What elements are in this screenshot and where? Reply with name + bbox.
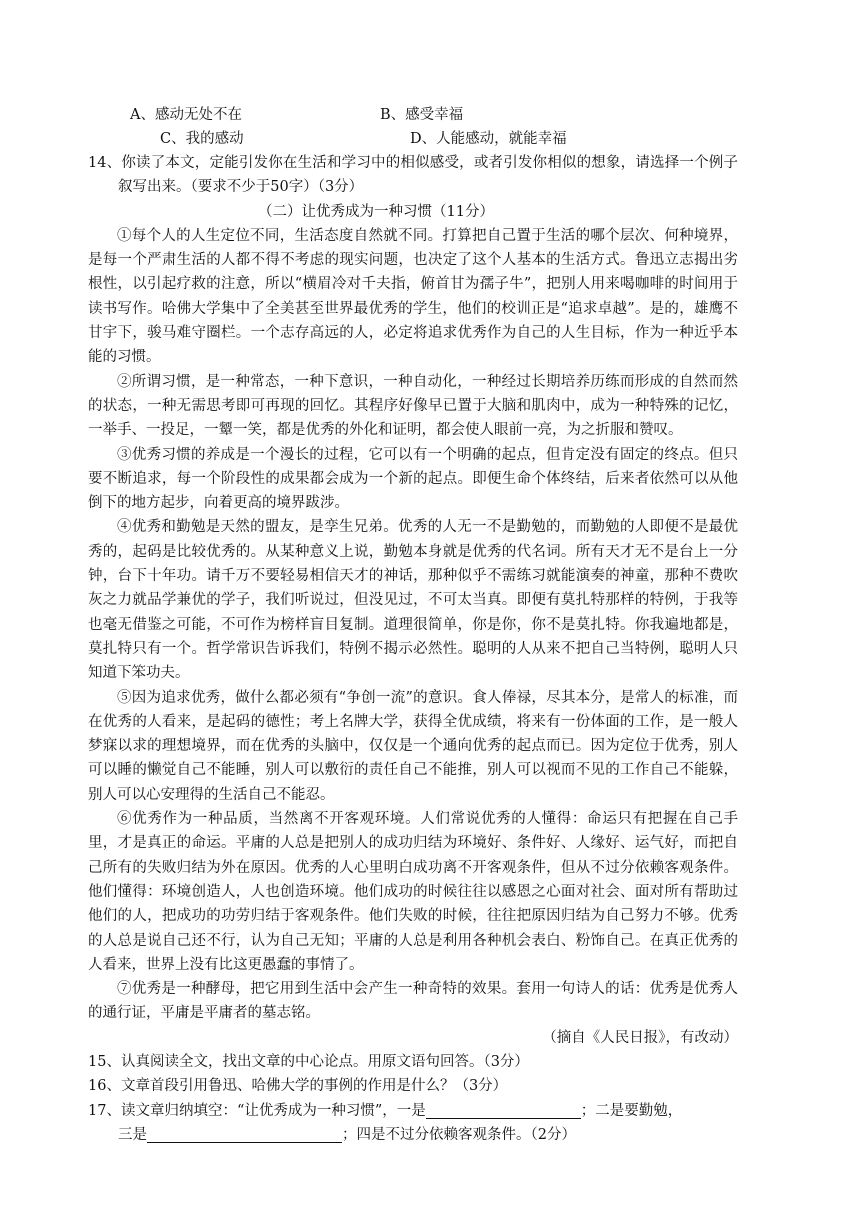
question-14: 14、你读了本文，定能引发你在生活和学习中的相似感受，或者引发你相似的想象，请选择一个例子叙写出来。（要求不少于50字）（3分）: [88, 155, 738, 196]
option-a: A、感动无处不在: [130, 107, 242, 123]
question-17-line2: [88, 1123, 738, 1147]
paragraph-3: ③优秀习惯的养成是一个漫长的过程，它可以有一个明确的起点，但肯定没有固定的终点。但只要不断追求，每一个阶段性的成果都会成为一个新的起点。即便生命个体终结，后来者依然可以从他倒下的地方起步，向着更高的境界跋涉。: [88, 446, 738, 512]
source-citation: （摘自《人民日报》，有改动）: [542, 1029, 738, 1046]
paragraph-6: ⑥优秀作为一种品质，当然离不开客观环境。人们常说优秀的人懂得：命运只有把握在自己手里，才是真正的命运。平庸的人总是把别人的成功归结为环境好、条件好、人缘好、运气好，而把自己所有的失败归结为外在原因。优秀的人心里明白成功离不开客观条件，但从不过分依赖客观条件。他们懂得：环境创造人，人也创造环境。他们成功的时候往往以感恩之心面对社会、面对所有帮助过他们的人，把成功的功劳归结于客观条件。他们失败的时候，往往把原因归结为自己努力不够。优秀的人总是说自己还不行，认为自己无知；平庸的人总是利用各种机会表白、粉饰自己。在真正优秀的人看来，世界上没有比这更愚蠢的事情了。: [88, 811, 738, 973]
paragraph-5: ⑤因为追求优秀，做什么都必须有“争创一流”的意识。食人俸禄，尽其本分，是常人的标准，而在优秀的人看来，是起码的德性；考上名牌大学，获得全优成绩，将来有一份体面的工作，是一般人梦寐以求的理想境界，而在优秀的头脑中，仅仅是一个通向优秀的起点而已。因为定位于优秀，别人可以睡的懒觉自己不能睡，别人可以敷衍的责任自己不能推，别人可以视而不见的工作自己不能躲，别人可以心安理得的生活自己不能忍。: [88, 689, 738, 803]
question-17-part3: 三是: [118, 1126, 147, 1143]
question-16: 16、文章首段引用鲁迅、哈佛大学的事例的作用是什么？（3分）: [88, 1078, 508, 1095]
question-17-part1: 17、读文章归纳填空：“让优秀成为一种习惯”，一是: [88, 1102, 426, 1119]
option-c: C、我的感动: [160, 131, 244, 147]
question-17: [88, 1099, 738, 1123]
question-17-part4: ；四是不过分依赖客观条件。（2分）: [342, 1126, 576, 1143]
answer-blank-2[interactable]: [147, 1124, 342, 1143]
paragraph-1: ①每个人的人生定位不同，生活态度自然就不同。打算把自己置于生活的哪个层次、何种境界，是每一个严肃生活的人都不得不考虑的现实问题，也决定了这个人基本的生活方式。鲁迅立志揭出劣根性，以引起疗救的注意，所以“横眉冷对千夫指，俯首甘为孺子牛”，把别人用来喝咖啡的时间用于读书写作。哈佛大学集中了全美甚至世界最优秀的学生，他们的校训正是“追求卓越”。是的，雄鹰不甘宇下，骏马难守圈栏。一个志存高远的人，必定将追求优秀作为自己的人生目标，作为一种近乎本能的习惯。: [88, 227, 738, 366]
option-b: B、感受幸福: [380, 107, 464, 123]
question-17-part2: ；二是要勤勉，: [580, 1102, 683, 1119]
question-15: 15、认真阅读全文，找出文章的中心论点。用原文语句回答。（3分）: [88, 1053, 529, 1070]
answer-blank-1[interactable]: [426, 1100, 581, 1119]
paragraph-2: ②所谓习惯，是一种常态，一种下意识，一种自动化，一种经过长期培养历练而形成的自然而然的状态，一种无需思考即可再现的回忆。其程序好像早已置于大脑和肌肉中，成为一种特殊的记忆，一举手、一投足，一颦一笑，都是优秀的外化和证明，都会使人眼前一亮，为之折服和赞叹。: [88, 373, 738, 439]
answer-options: [88, 103, 738, 151]
option-d: D、人能感动，就能幸福: [410, 131, 567, 147]
section-title: （二）让优秀成为一种习惯（11分）: [258, 203, 494, 220]
page-content: [88, 103, 738, 1147]
paragraph-7: ⑦优秀是一种酵母，把它用到生活中会产生一种奇特的效果。套用一句诗人的话：优秀是优秀人的通行证，平庸是平庸者的墓志铭。: [88, 981, 738, 1022]
paragraph-4: ④优秀和勤勉是天然的盟友，是孪生兄弟。优秀的人无一不是勤勉的，而勤勉的人即便不是最优秀的，起码是比较优秀的。从某种意义上说，勤勉本身就是优秀的代名词。所有天才无不是台上一分钟，台下十年功。请千万不要轻易相信天才的神话，那种似乎不需练习就能演奏的神童，那种不费吹灰之力就品学兼优的学子，我们听说过，但没见过，不可太当真。即便有莫扎特那样的特例，于我等也毫无借鉴之可能，不可作为榜样盲目复制。道理很简单，你是你，你不是莫扎特。你我遍地都是，莫扎特只有一个。哲学常识告诉我们，特例不揭示必然性。聪明的人从来不把自己当特例，聪明人只知道下笨功夫。: [88, 519, 738, 682]
